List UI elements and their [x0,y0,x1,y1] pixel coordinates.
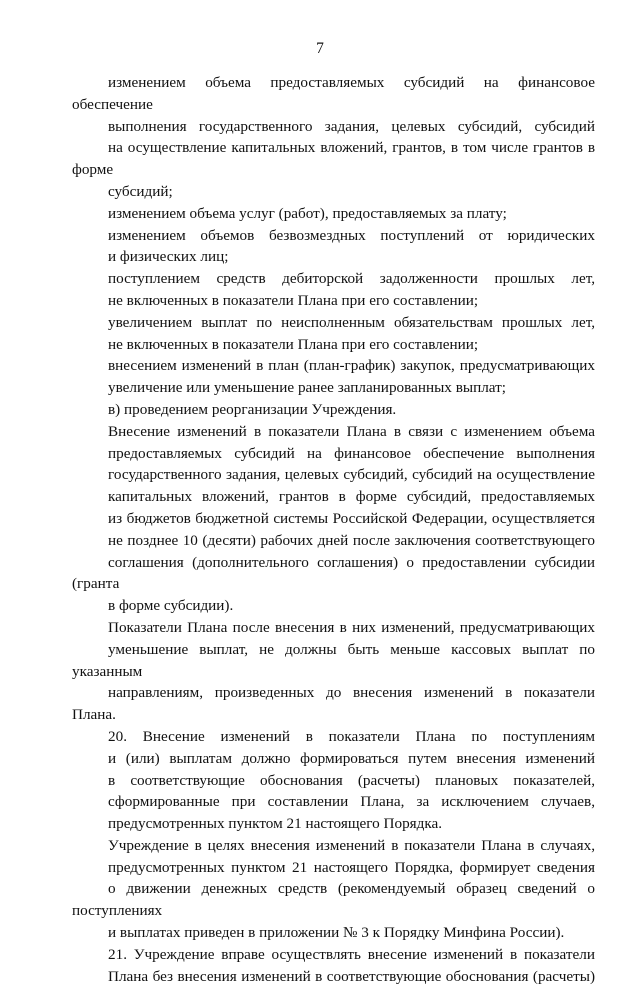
text-line: капитальных вложений, грантов в форме субсидий, предоставляемых [108,488,595,506]
paragraph [72,835,595,944]
text-line: предоставляемых субсидий на финансовое обеспечение выполнения [108,444,595,462]
text-line: увеличение или уменьшение ранее запланированных выплат; [108,379,506,397]
text-line: субсидий; [108,182,173,200]
text-line: направлениям, произведенных до внесения изменений в показатели Плана. [72,684,595,724]
text-line: не включенных в показатели Плана при его составлении; [108,291,479,309]
text-line: и (или) выплатам должно формироваться путем внесения изменений [108,749,595,767]
paragraph [72,312,595,356]
text-line: внесением изменений в план (план-график) закупок, предусматривающих [108,357,595,375]
page-number: 7 [316,40,324,57]
text-line: на осуществление капитальных вложений, грантов, в том числе грантов в форме [72,139,595,179]
paragraph [72,268,595,312]
text-line: Плана без внесения изменений в соответствующие обоснования (расчеты) [108,967,595,985]
text-line: в форме субсидии). [108,597,234,615]
text-line: увеличением выплат по неисполненным обязательствам прошлых лет, [108,313,595,331]
text-line: в) проведением реорганизации Учреждения. [108,400,397,418]
paragraph [72,617,595,726]
text-line: выполнения государственного задания, целевых субсидий, субсидий [108,117,595,135]
text-line: государственного задания, целевых субсидий, субсидий на осуществление [108,466,595,484]
text-line: сформированные при составлении Плана, за исключением случаев, [108,793,595,811]
document-body [72,72,595,987]
paragraph [72,72,595,203]
text-line: соглашения (дополнительного соглашения) о предоставлении субсидии (гранта [72,553,595,593]
text-line: Учреждение в целях внесения изменений в показатели Плана в случаях, [108,836,595,854]
text-line: из бюджетов бюджетной системы Российской Федерации, осуществляется [108,509,595,527]
text-line: Показатели Плана после внесения в них изменений, предусматривающих [108,618,595,636]
paragraph [72,203,595,225]
text-line: изменением объема предоставляемых субсидий на финансовое обеспечение [72,74,595,113]
text-line: и выплатах приведен в приложении № 3 к Порядку Минфина России). [108,924,565,942]
text-line: и физических лиц; [108,248,229,266]
text-line: уменьшение выплат, не должны быть меньше кассовых выплат по указанным [72,640,595,680]
paragraph [72,399,595,421]
paragraph [72,355,595,399]
text-line: не позднее 10 (десяти) рабочих дней после заключения соответствующего [108,531,595,549]
text-line: изменением объема услуг (работ), предоставляемых за плату; [108,204,507,222]
paragraph [72,944,595,987]
text-line: предусмотренных пунктом 21 настоящего Порядка. [108,815,443,833]
text-line: поступлением средств дебиторской задолженности прошлых лет, [108,270,595,288]
paragraph [72,421,595,617]
text-line: в соответствующие обоснования (расчеты) плановых показателей, [108,771,595,789]
text-line: Внесение изменений в показатели Плана в связи с изменением объема [108,422,595,440]
text-line: 21. Учреждение вправе осуществлять внесение изменений в показатели [108,945,595,963]
text-line: о движении денежных средств (рекомендуемый образец сведений о поступлениях [72,880,595,920]
text-line: изменением объемов безвозмездных поступлений от юридических [108,226,595,244]
text-line: 20. Внесение изменений в показатели Плана по поступлениям [108,727,595,745]
text-line: не включенных в показатели Плана при его составлении; [108,335,479,353]
text-line: предусмотренных пунктом 21 настоящего Порядка, формирует сведения [108,858,595,876]
paragraph [72,225,595,269]
paragraph [72,726,595,835]
